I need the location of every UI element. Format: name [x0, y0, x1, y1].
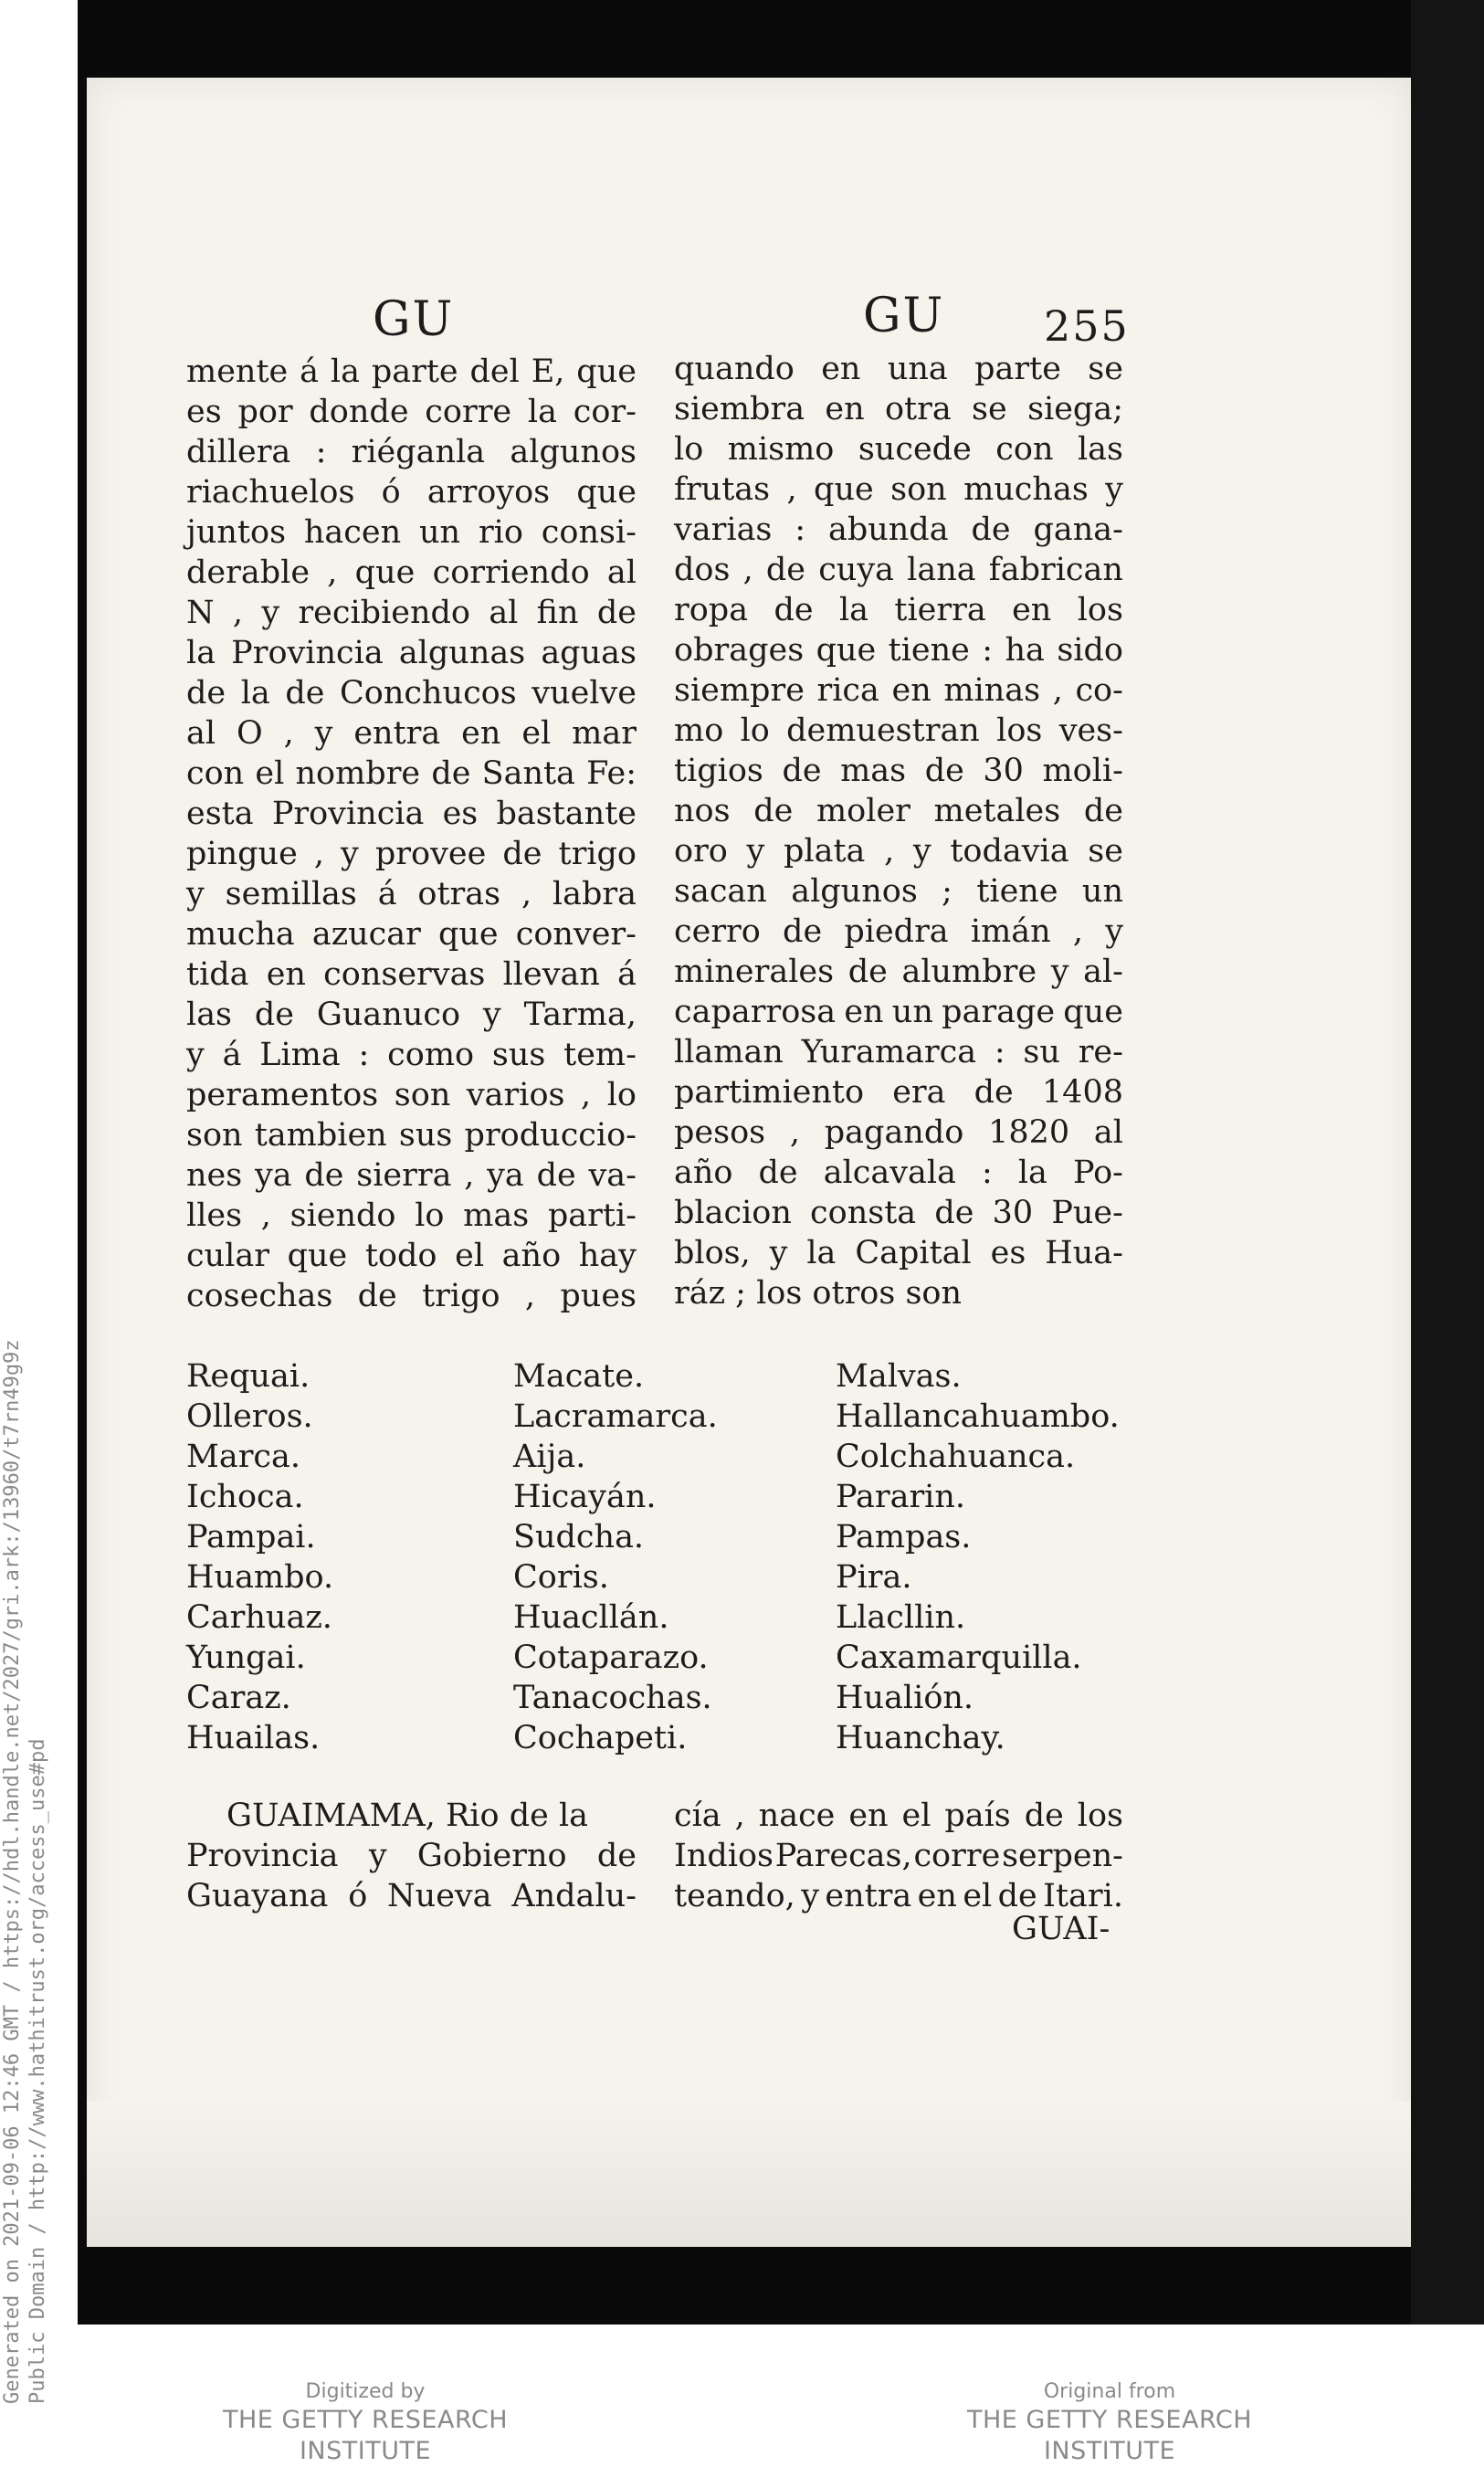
generation-note	[0, 1339, 51, 2404]
town-name: Cotaparazo.	[513, 1639, 709, 1676]
town-name: Hualión.	[836, 1680, 974, 1716]
text-line: al O , y entra en el mar	[186, 715, 637, 752]
town-name: Macate.	[513, 1358, 645, 1395]
generation-note-line-1: Generated on 2021-09-06 12:46 GMT / https://hdl.handle.net/2027/gri.ark:/13960/t7rn49g9z	[1, 1339, 24, 2404]
running-head-right: GU	[863, 289, 945, 343]
entry-guaimama-left	[186, 1796, 637, 1916]
text-line: la Provincia algunas aguas	[186, 635, 637, 671]
text-line: GUAIMAMA, Rio de la	[226, 1798, 589, 1834]
text-line: blos, y la Capital es Hua-	[674, 1235, 1123, 1271]
town-name: Pampas.	[836, 1519, 972, 1555]
text-line: cerro de piedra imán , y	[674, 913, 1123, 950]
text-line: varias : abunda de gana-	[674, 511, 1123, 548]
text-line: frutas , que son muchas y	[674, 471, 1123, 508]
text-line: minerales de alumbre y al-	[674, 954, 1123, 990]
text-line: nes ya de sierra , ya de va-	[186, 1157, 637, 1194]
text-line: N , y recibiendo al fin de	[186, 595, 637, 631]
text-line: riachuelos ó arroyos que	[186, 474, 637, 511]
town-name: Pararin.	[836, 1479, 966, 1515]
town-name: Pampai.	[186, 1519, 316, 1555]
town-name: Caxamarquilla.	[836, 1639, 1082, 1676]
footer-label: Digitized by	[305, 2380, 426, 2403]
town-name: Malvas.	[836, 1358, 962, 1395]
text-line: blacion consta de 30 Pue-	[674, 1195, 1123, 1231]
text-line: Guayana ó Nueva Andalu-	[186, 1878, 637, 1914]
text-line: esta Provincia es bastante	[186, 796, 637, 832]
town-name: Pira.	[836, 1559, 912, 1596]
text-line: son tambien sus produccio-	[186, 1117, 637, 1154]
text-line: mente á la parte del E, que	[186, 353, 637, 390]
text-line: con el nombre de Santa Fe:	[186, 755, 637, 792]
text-line: es por donde corre la cor-	[186, 394, 637, 430]
text-line: lles , siendo lo mas parti-	[186, 1197, 637, 1234]
body-column-left	[186, 352, 637, 1316]
town-name: Sudcha.	[513, 1519, 645, 1555]
text-line: partimiento era de 1408	[674, 1074, 1123, 1111]
footer-digitized-by	[174, 2379, 557, 2467]
running-head-left: GU	[373, 292, 455, 347]
text-line: mucha azucar que conver-	[186, 916, 637, 953]
town-name: Yungai.	[186, 1639, 306, 1676]
town-name: Coris.	[513, 1559, 609, 1596]
text-line: dillera : riéganla algunos	[186, 434, 637, 470]
text-line: año de alcavala : la Po-	[674, 1154, 1123, 1191]
town-name: Aija.	[513, 1439, 586, 1475]
text-line: obrages que tiene : ha sido	[674, 632, 1123, 669]
text-line: derable , que corriendo al	[186, 554, 637, 591]
town-name: Carhuaz.	[186, 1599, 332, 1636]
text-line: Provincia y Gobierno de	[186, 1838, 637, 1874]
town-list-column-2	[513, 1356, 718, 1758]
text-line: nos de moler metales de	[674, 793, 1123, 829]
footer-original-from	[909, 2379, 1310, 2467]
town-name: Lacramarca.	[513, 1398, 718, 1435]
text-line: cía , nace en el país de los	[674, 1798, 1123, 1834]
text-line: pingue , y provee de trigo	[186, 836, 637, 872]
town-list-column-1	[186, 1356, 333, 1758]
town-name: Tanacochas.	[513, 1680, 712, 1716]
town-name: Huambo.	[186, 1559, 334, 1596]
page-number: 255	[1044, 301, 1130, 351]
town-name: Caraz.	[186, 1680, 291, 1716]
footer-institution: THE GETTY RESEARCH INSTITUTE	[966, 2406, 1253, 2465]
town-name: Llacllin.	[836, 1599, 966, 1636]
town-name: Huailas.	[186, 1720, 321, 1756]
text-line: lo mismo sucede con las	[674, 431, 1123, 468]
text-line: teando, y entra en el de Itari.	[674, 1878, 1123, 1914]
town-name: Olleros.	[186, 1398, 313, 1435]
text-line: tida en conservas llevan á	[186, 956, 637, 993]
town-name: Colchahuanca.	[836, 1439, 1076, 1475]
text-line: cular que todo el año hay	[186, 1238, 637, 1274]
text-line: ráz ; los otros son	[674, 1275, 963, 1312]
text-line: cosechas de trigo , pues	[186, 1278, 637, 1314]
town-name: Ichoca.	[186, 1479, 304, 1515]
footer-label: Original from	[1043, 2380, 1176, 2403]
text-line: llaman Yuramarca : su re-	[674, 1034, 1123, 1070]
footer-institution: THE GETTY RESEARCH INSTITUTE	[222, 2406, 509, 2465]
text-line: peramentos son varios , lo	[186, 1077, 637, 1113]
text-line: juntos hacen un rio consi-	[186, 514, 637, 551]
text-line: quando en una parte se	[674, 351, 1123, 387]
town-name: Marca.	[186, 1439, 301, 1475]
town-list-column-3	[836, 1356, 1120, 1758]
town-name: Huanchay.	[836, 1720, 1005, 1756]
text-line: y á Lima : como sus tem-	[186, 1037, 637, 1073]
text-line: siempre rica en minas , co-	[674, 672, 1123, 709]
entry-guaimama-right	[674, 1796, 1123, 1916]
page-shade	[87, 2101, 1411, 2247]
text-line: las de Guanuco y Tarma,	[186, 996, 637, 1033]
text-line: mo lo demuestran los ves-	[674, 712, 1123, 749]
town-name: Requai.	[186, 1358, 310, 1395]
town-name: Huacllán.	[513, 1599, 669, 1636]
town-name: Hicayán.	[513, 1479, 657, 1515]
text-line: pesos , pagando 1820 al	[674, 1114, 1123, 1151]
text-line: siembra en otra se siega;	[674, 391, 1123, 427]
text-line: oro y plata , y todavia se	[674, 833, 1123, 870]
text-line: Indios Parecas, corre serpen-	[674, 1838, 1123, 1874]
text-line: ropa de la tierra en los	[674, 592, 1123, 628]
generation-note-line-2: Public Domain / http://www.hathitrust.org/access_use#pd	[26, 1738, 49, 2404]
text-line: caparrosa en un parage que	[674, 994, 1123, 1030]
body-column-right	[674, 349, 1123, 1313]
scan-edge	[1411, 0, 1484, 2325]
text-line: tigios de mas de 30 moli-	[674, 753, 1123, 789]
text-line: sacan algunos ; tiene un	[674, 873, 1123, 910]
catchword: GUAI-	[1012, 1911, 1110, 1947]
town-name: Hallancahuambo.	[836, 1398, 1120, 1435]
town-name: Cochapeti.	[513, 1720, 688, 1756]
text-line: y semillas á otras , labra	[186, 876, 637, 912]
text-line: dos , de cuya lana fabrican	[674, 552, 1123, 588]
text-line: de la de Conchucos vuelve	[186, 675, 637, 712]
